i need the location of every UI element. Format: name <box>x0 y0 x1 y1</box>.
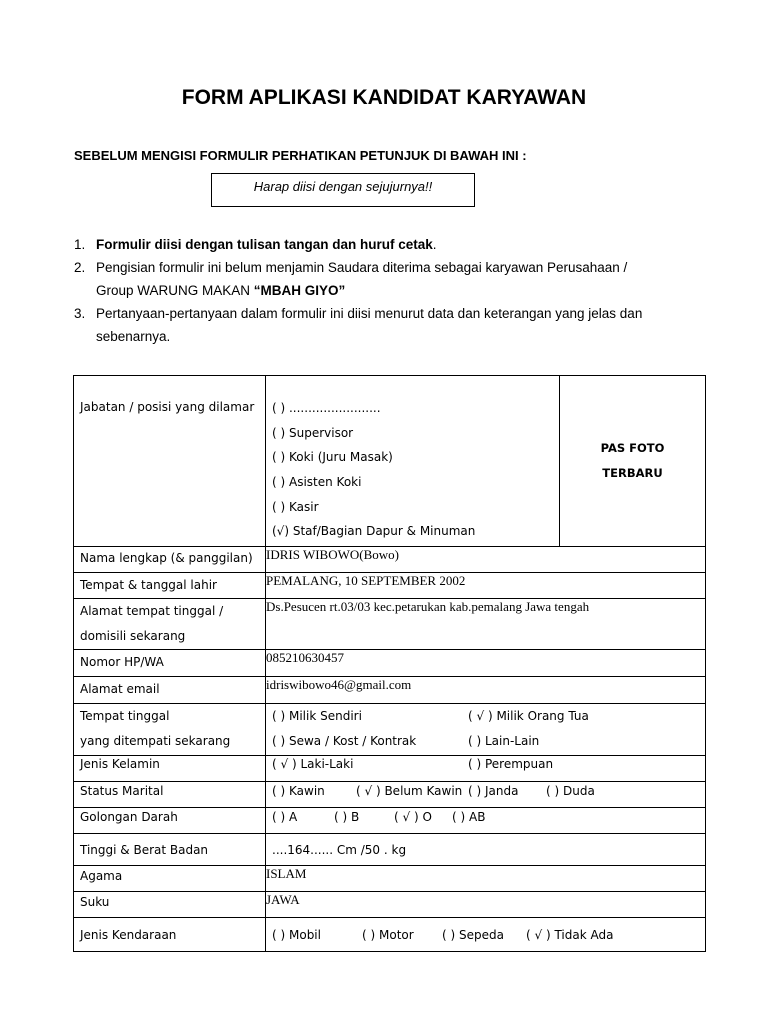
name-value[interactable]: IDRIS WIBOWO(Bowo) <box>266 547 706 573</box>
photo-label-line-2: TERBARU <box>602 466 663 480</box>
position-option-supervisor[interactable]: ( ) Supervisor <box>272 425 354 440</box>
height-weight-value[interactable]: ....164...... Cm /50 . kg <box>266 834 706 866</box>
birth-label: Tempat & tanggal lahir <box>74 573 266 599</box>
address-label <box>74 599 266 650</box>
position-label: Jabatan / posisi yang dilamar <box>74 376 266 547</box>
instruction-suffix: . <box>432 237 437 252</box>
instruction-number: 2. <box>74 260 86 275</box>
ethnic-label: Suku <box>74 892 266 918</box>
table-row-ethnic <box>74 892 706 918</box>
table-row-blood <box>74 808 706 834</box>
position-option-assistant-cook[interactable]: ( ) Asisten Koki <box>272 475 362 490</box>
position-option-cook[interactable]: ( ) Koki (Juru Masak) <box>272 450 393 465</box>
vehicle-label: Jenis Kendaraan <box>74 918 266 952</box>
instruction-item-1 <box>74 233 694 256</box>
residence-label <box>74 704 266 756</box>
blood-option-a[interactable]: ( ) A <box>272 810 298 824</box>
table-row-height-weight <box>74 834 706 866</box>
phone-value[interactable]: 085210630457 <box>266 650 706 677</box>
photo-label-line-1: PAS FOTO <box>600 441 665 455</box>
application-form-table <box>73 375 706 952</box>
instruction-number: 1. <box>74 237 86 252</box>
instruction-line-1: Pengisian formulir ini belum menjamin Saudara diterima sebagai karyawan Perusahaan / <box>96 260 628 275</box>
honesty-notice-text: Harap diisi dengan sejujurnya!! <box>253 179 433 194</box>
religion-label: Agama <box>74 866 266 892</box>
vehicle-option-car[interactable]: ( ) Mobil <box>272 928 321 942</box>
ethnic-value[interactable]: JAWA <box>266 892 706 918</box>
blood-label: Golongan Darah <box>74 808 266 834</box>
vehicle-option-motorcycle[interactable]: ( ) Motor <box>362 928 414 942</box>
instruction-line-1: Pertanyaan-pertanyaan dalam formulir ini diisi menurut data dan keterangan yang jelas dan <box>96 306 643 321</box>
table-row-marital <box>74 782 706 808</box>
marital-option-married[interactable]: ( ) Kawin <box>272 784 325 798</box>
residence-option-own[interactable]: ( ) Milik Sendiri <box>272 709 362 723</box>
instructions-list <box>74 233 694 348</box>
blood-options <box>266 808 706 834</box>
photo-placeholder <box>560 376 706 547</box>
address-label-line-2: domisili sekarang <box>80 629 186 643</box>
position-option-other[interactable]: ( ) ........................ <box>272 401 381 415</box>
marital-option-single[interactable]: ( √ ) Belum Kawin <box>356 784 463 798</box>
vehicle-option-bicycle[interactable]: ( ) Sepeda <box>442 928 504 942</box>
email-label: Alamat email <box>74 677 266 704</box>
gender-label: Jenis Kelamin <box>74 756 266 782</box>
honesty-notice-box <box>211 173 475 207</box>
address-value[interactable]: Ds.Pesucen rt.03/03 kec.petarukan kab.pemalang Jawa tengah <box>266 599 706 650</box>
gender-options <box>266 756 706 782</box>
instruction-line-2: Group WARUNG MAKAN <box>96 283 254 298</box>
residence-option-rent[interactable]: ( ) Sewa / Kost / Kontrak <box>272 734 417 748</box>
company-name: “MBAH GIYO” <box>253 283 346 298</box>
table-row-name <box>74 547 706 573</box>
marital-label: Status Marital <box>74 782 266 808</box>
table-row-residence <box>74 704 706 756</box>
email-value[interactable]: idriswibowo46@gmail.com <box>266 677 706 704</box>
phone-label: Nomor HP/WA <box>74 650 266 677</box>
blood-option-b[interactable]: ( ) B <box>334 810 360 824</box>
table-row-email <box>74 677 706 704</box>
marital-option-widower[interactable]: ( ) Duda <box>546 784 595 798</box>
residence-options-row-2 <box>272 729 699 754</box>
birth-value[interactable]: PEMALANG, 10 SEPTEMBER 2002 <box>266 573 706 599</box>
gender-option-male[interactable]: ( √ ) Laki-Laki <box>272 757 354 771</box>
marital-option-widow[interactable]: ( ) Janda <box>468 784 519 798</box>
vehicle-options <box>266 918 706 952</box>
religion-value[interactable]: ISLAM <box>266 866 706 892</box>
instruction-text <box>96 233 694 256</box>
instruction-bold-text: Formulir diisi dengan tulisan tangan dan huruf cetak <box>96 237 433 252</box>
position-option-kitchen-staff[interactable]: (√) Staf/Bagian Dapur & Minuman <box>272 524 476 539</box>
table-row-birth <box>74 573 706 599</box>
instruction-number: 3. <box>74 306 86 321</box>
residence-label-line-2: yang ditempati sekarang <box>80 734 231 748</box>
marital-options <box>266 782 706 808</box>
instructions-heading: SEBELUM MENGISI FORMULIR PERHATIKAN PETUNJUK DI BAWAH INI : <box>74 148 527 163</box>
residence-option-parents[interactable]: ( √ ) Milik Orang Tua <box>468 709 589 723</box>
instruction-item-3 <box>74 302 694 348</box>
name-label: Nama lengkap (& panggilan) <box>74 547 266 573</box>
address-label-line-1: Alamat tempat tinggal / <box>80 604 224 618</box>
table-row-religion <box>74 866 706 892</box>
instruction-line-2: sebenarnya. <box>96 329 171 344</box>
table-row-position <box>74 376 706 547</box>
gender-option-female[interactable]: ( ) Perempuan <box>468 757 554 771</box>
residence-options <box>266 704 706 756</box>
height-weight-label: Tinggi & Berat Badan <box>74 834 266 866</box>
position-options <box>266 376 560 547</box>
table-row-phone <box>74 650 706 677</box>
instruction-text <box>96 256 694 302</box>
table-row-vehicle <box>74 918 706 952</box>
instruction-item-2 <box>74 256 694 302</box>
table-row-address <box>74 599 706 650</box>
residence-options-row-1 <box>272 704 699 729</box>
instruction-text <box>96 302 694 348</box>
blood-option-o[interactable]: ( √ ) O <box>394 810 432 824</box>
position-option-cashier[interactable]: ( ) Kasir <box>272 499 319 514</box>
blood-option-ab[interactable]: ( ) AB <box>452 810 486 824</box>
form-title: FORM APLIKASI KANDIDAT KARYAWAN <box>181 86 587 109</box>
residence-label-line-1: Tempat tinggal <box>80 709 170 723</box>
table-row-gender <box>74 756 706 782</box>
vehicle-option-none[interactable]: ( √ ) Tidak Ada <box>526 928 614 942</box>
residence-option-other[interactable]: ( ) Lain-Lain <box>468 734 540 748</box>
